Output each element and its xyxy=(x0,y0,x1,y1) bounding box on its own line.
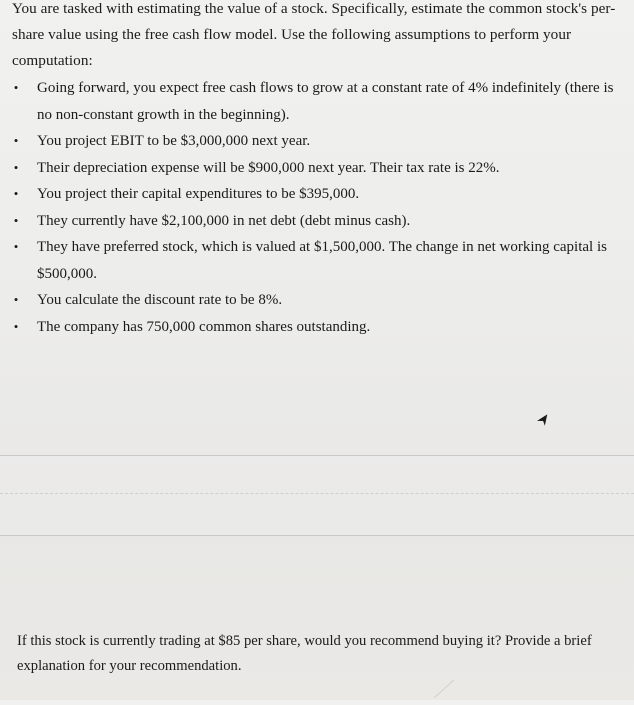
list-item xyxy=(0,155,634,182)
assumptions-list xyxy=(0,75,634,340)
assumption-text: The company has 750,000 common shares outstanding. xyxy=(37,318,371,335)
bullet-icon: • xyxy=(13,159,19,175)
answer-input-area[interactable] xyxy=(0,456,634,536)
list-item xyxy=(0,287,634,314)
answer-area-bottom-border xyxy=(0,535,634,536)
list-item xyxy=(0,75,634,128)
mouse-pointer-icon xyxy=(536,413,550,427)
bullet-icon: • xyxy=(13,133,19,148)
list-item xyxy=(0,234,634,287)
problem-intro xyxy=(12,0,628,74)
list-item xyxy=(0,314,634,341)
bullet-icon: • xyxy=(13,318,19,334)
assumption-text: You project their capital expenditures to be $395,000. xyxy=(37,186,360,202)
followup-question: If this stock is currently trading at $85 per share, would you recommend buying it? Provide a brief explanation for your recommendation. xyxy=(17,633,592,674)
bullet-icon: • xyxy=(13,239,19,254)
list-item xyxy=(0,128,634,155)
bullet-icon: • xyxy=(13,292,19,307)
paper-scratch-mark xyxy=(428,670,458,700)
assumption-text: They currently have $2,100,000 in net debt (debt minus cash). xyxy=(37,212,411,229)
bullet-icon: • xyxy=(13,186,19,201)
intro-text: You are tasked with estimating the value of a stock. Specifically, estimate the common stock's per-share value using the free cash flow model. Use the following assumptions to perform your computation: xyxy=(12,0,616,69)
assumption-text: They have preferred stock, which is valued at $1,500,000. The change in net working capital is $500,000. xyxy=(37,239,607,282)
list-item xyxy=(0,208,634,235)
assumption-text: You project EBIT to be $3,000,000 next year. xyxy=(37,133,311,149)
list-item xyxy=(0,181,634,208)
assumption-text: You calculate the discount rate to be 8%. xyxy=(37,292,283,308)
bullet-icon: • xyxy=(13,212,19,228)
answer-area-divider xyxy=(0,493,634,494)
bullet-icon: • xyxy=(13,80,19,95)
assumption-text: Their depreciation expense will be $900,000 next year. Their tax rate is 22%. xyxy=(37,159,500,176)
assumption-text: Going forward, you expect free cash flows to grow at a constant rate of 4% indefinitely (there is no non-constant growth in the beginning). xyxy=(37,80,614,123)
